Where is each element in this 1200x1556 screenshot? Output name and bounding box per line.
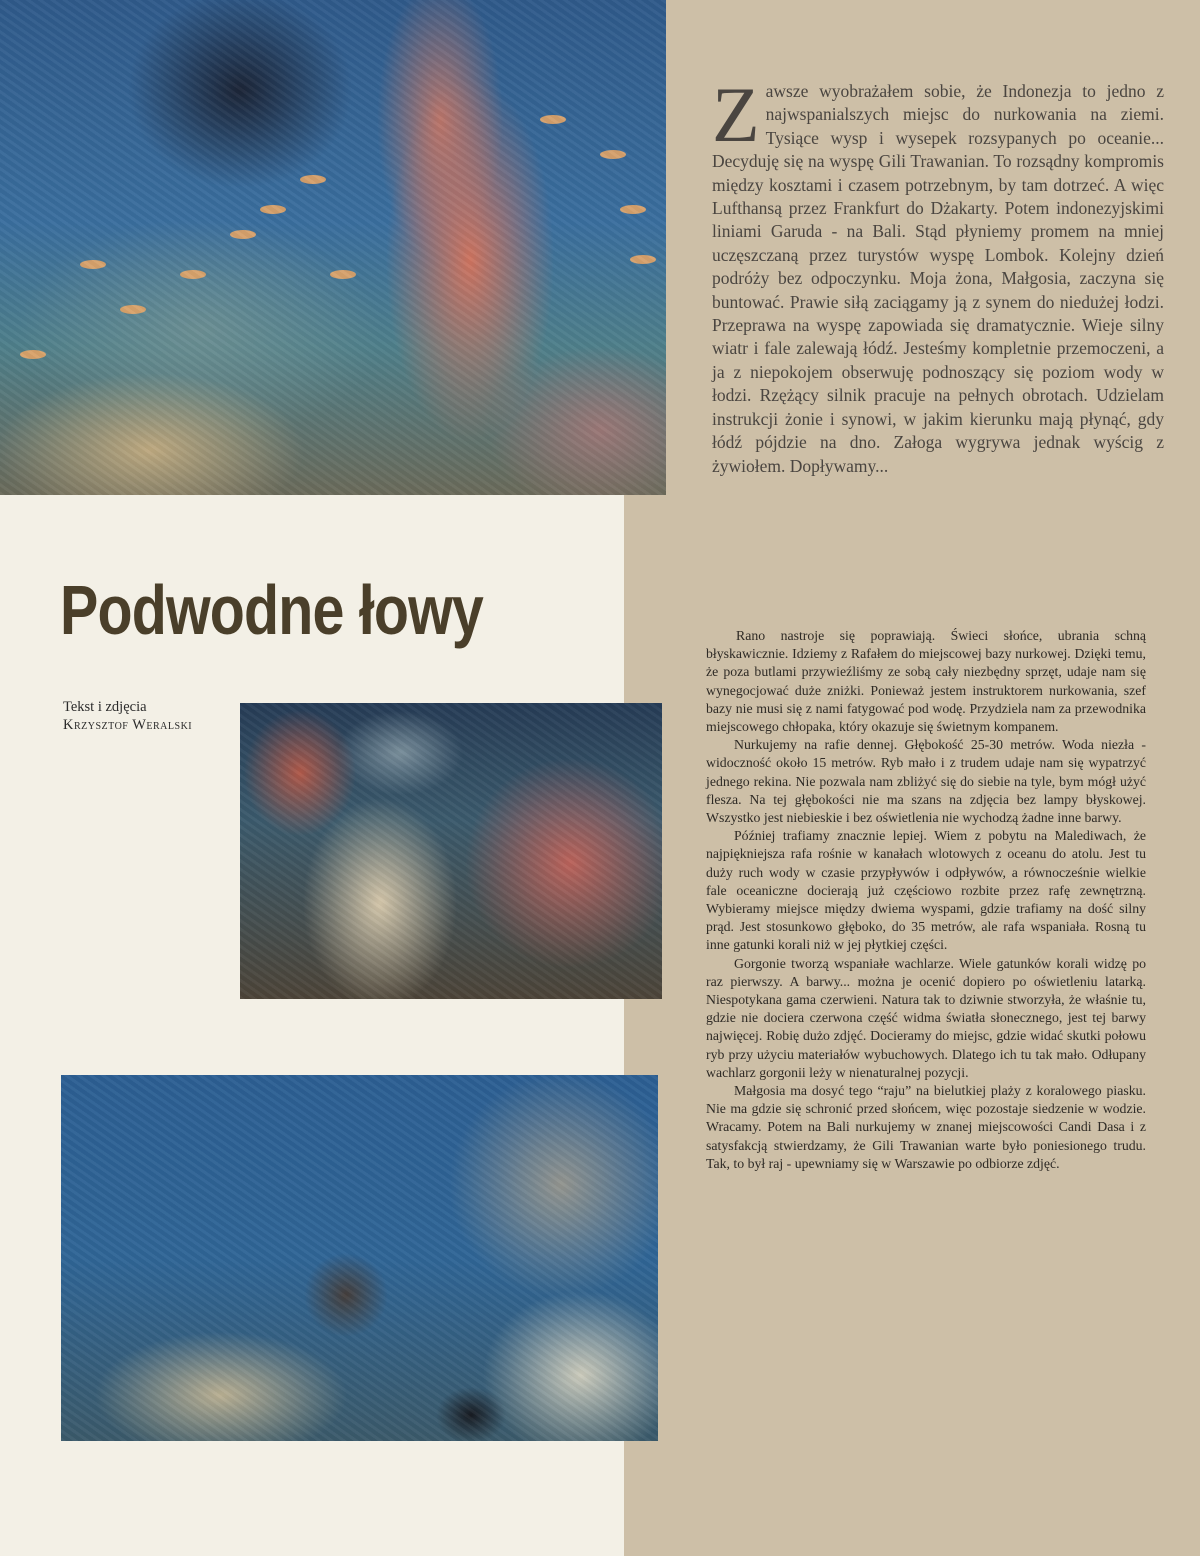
fish-icon [600, 150, 626, 159]
photo-diver-soft-coral [0, 0, 666, 495]
drop-cap: Z [712, 71, 760, 158]
fish-icon [620, 205, 646, 214]
fish-icon [120, 305, 146, 314]
body-paragraph: Rano nastroje się poprawiają. Świeci słońce, ubrania schną błyskawicznie. Idziemy z Rafałem do miejscowej bazy nurkowej. Dzięki temu, że poza butlami przywieźliśmy ze sobą cały niezbędny sprzęt, udaje nam się wynegocjować duże zniżki. Ponieważ jestem instruktorem nurkowania, szef bazy nie musi się z nami fatygować pod wodę. Przydziela nam za przewodnika miejscowego chłopaka, który okazuje się świetnym kompanem. [706, 628, 1146, 735]
body-paragraph: Gorgonie tworzą wspaniałe wachlarze. Wiele gatunków korali widzę po raz pierwszy. A barwy... można je ocenić dopiero po oświetleniu latarką. Niespotykana gama czerwieni. Natura tak to dziwnie stworzyła, że właśnie tu, gdzie nie dociera czerwona część widma światła słonecznego, jest tej barwy najwięcej. Robię dużo zdjęć. Docieramy do miejsc, gdzie widać skutki połowu ryb przy użyciu materiałów wybuchowych. Dlatego ich tu tak mało. Odłupany wachlarz gorgonii leży w nienaturalnej pozycji. [706, 955, 1146, 1080]
fish-icon [540, 115, 566, 124]
lead-text: awsze wyobrażałem sobie, że Indonezja to jedno z najwspanialszych miejsc do nurkowania na ziemi. Tysiące wysp i wysepek rozsypanych po oceanie... Decyduję się na wyspę Gili Trawanian. To rozsądny kompromis między kosztami i czasem potrzebnym, by tam dotrzeć. A więc Lufthansą przez Frankfurt do Dżakarty. Potem indonezyjskimi liniami Garuda - na Bali. Stąd płyniemy promem na mniej uczęszczaną przez turystów wyspę Lombok. Kolejny dzień podróży bez odpoczynku. Moja żona, Małgosia, zaczyna się buntować. Prawie siłą zaciągamy ją z synem do niedużej łodzi. Przeprawa na wyspę zapowiada się dramatycznie. Wieje silny wiatr i fale zalewają łódź. Jesteśmy kompletnie przemoczeni, a ja z niepokojem obserwuję podnoszący się poziom wody w łodzi. Rzężący silnik pracuje na pełnych obrotach. Udzielam instrukcji żonie i synowi, w jakim kierunku mają płynąć, gdy łódź pójdzie na dno. Załoga wygrywa jednak wyścig z żywiołem. Dopływamy... [712, 81, 1164, 476]
body-paragraph: Nurkujemy na rafie dennej. Głębokość 25-30 metrów. Woda niezła - widoczność około 15 metrów. Ryb mało i z trudem udaje nam się wypatrzyć jednego rekina. Nie pozwala nam zbliżyć się do siebie na tyle, bym mógł użyć flesza. Na tej głębokości nie ma szans na zdjęcia bez lampy błyskowej. Wszystko jest niebieskie i bez oświetlenia nie wychodzą żadne inne barwy. [706, 737, 1146, 826]
fish-icon [230, 230, 256, 239]
fish-icon [260, 205, 286, 214]
byline [63, 698, 192, 734]
fish-icon [300, 175, 326, 184]
body-paragraph: Później trafiamy znacznie lepiej. Wiem z pobytu na Malediwach, że najpiękniejsza rafa rośnie w kanałach wlotowych z oceanu do atolu. Jest tu duży ruch wody w czasie przypływów i odpływów, a równocześnie wielkie fale oceaniczne docierają już częściowo rozbite przez rafę zewnętrzną. Wybieramy miejsce między dwiema wyspami, gdzie trafiamy na dość silny prąd. Jest stosunkowo głęboko, do 35 metrów, ale rafa wspaniała. Rosną tu inne gatunki korali niż w jej płytkiej części. [706, 828, 1146, 953]
body-paragraph: Małgosia ma dosyć tego “raju” na bielutkiej plaży z koralowego piasku. Nie ma gdzie się schronić przed słońcem, więc pozostaje siedzenie w wodzie. Wracamy. Potem na Bali nurkujemy w znanej miejscowości Candi Dasa i z satysfakcją stwierdzamy, że Gili Trawanian warte było poniesionego trudu. Tak, to był raj - upewniamy się w Warszawie po odbiorze zdjęć. [706, 1083, 1146, 1171]
photo-gorgonian-fan [240, 703, 662, 999]
article-body [706, 627, 1146, 1173]
author-name: Krzysztof Weralski [63, 717, 193, 733]
fish-icon [80, 260, 106, 269]
fish-icon [20, 350, 46, 359]
article-title: Podwodne łowy [60, 571, 484, 649]
fish-icon [330, 270, 356, 279]
lead-paragraph [712, 71, 1164, 478]
fish-icon [630, 255, 656, 264]
credit-label: Tekst i zdjęcia [63, 699, 147, 715]
fish-icon [180, 270, 206, 279]
photo-diver-sea-fans [61, 1075, 658, 1441]
